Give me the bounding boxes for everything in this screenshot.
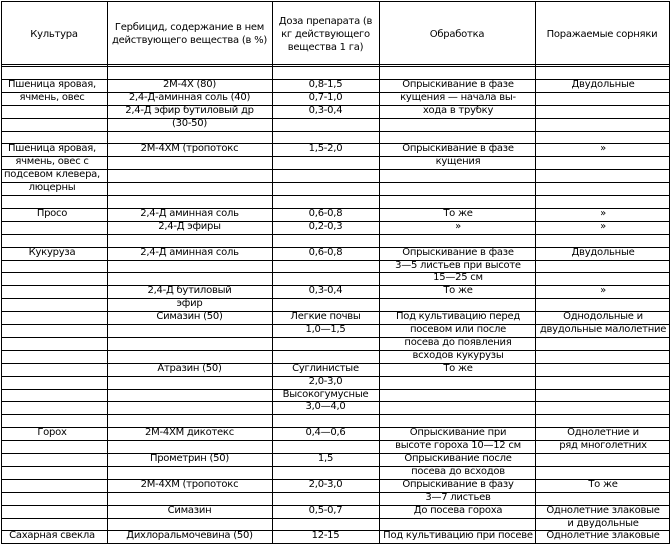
cell-crop: ячмень, овес	[19, 92, 85, 103]
cell-crop: подсевом клевера,	[4, 169, 100, 180]
cell-crop: Сахарная свекла	[9, 530, 95, 541]
cell-weeds: Однолетние и	[567, 427, 639, 438]
cell-dose: Суглинистые	[292, 363, 359, 374]
cell-dose: 1,5	[317, 453, 334, 464]
cell-dose: 12-15	[311, 530, 340, 541]
cell-weeds: »	[600, 208, 606, 219]
cell-herbicide: Дихлоральмочевина (50)	[126, 530, 253, 541]
cell-herbicide: 2,4-Д бутиловый	[147, 285, 232, 296]
row-line	[1, 272, 670, 273]
cell-dose: Легкие почвы	[290, 311, 361, 322]
cell-herbicide: 2,4-Д эфир бутиловый др	[125, 105, 254, 116]
cell-weeds: »	[600, 221, 606, 232]
cell-dose: 1,0—1,5	[305, 324, 346, 335]
header-weeds: Поражаемые сорняки	[546, 28, 658, 40]
row-line	[1, 414, 670, 415]
cell-herbicide: (30-50)	[171, 118, 208, 129]
cell-herbicide: 2М-4ХМ (тропотокс	[140, 479, 239, 490]
cell-treatment: высоте гороха 10—12 см	[395, 440, 521, 451]
header-herbicide: Гербицид, содержание в нем действующего вещества (в %)	[111, 22, 267, 46]
cell-weeds: Двудольные	[571, 247, 635, 258]
cell-treatment: кущения — начала вы-	[400, 92, 516, 103]
cell-treatment: Под культивацию перед	[395, 311, 521, 322]
cell-treatment: хода в трубку	[422, 105, 494, 116]
row-line	[1, 195, 670, 196]
cell-crop: ячмень, овес с	[15, 156, 89, 167]
cell-herbicide: 2М-4Х (80)	[162, 79, 217, 90]
cell-weeds: Однолетние злаковые	[546, 505, 660, 516]
cell-treatment: Опрыскивание в фазу	[402, 479, 514, 490]
cell-herbicide: 2,4-Д эфиры	[158, 221, 221, 232]
cell-herbicide: Прометрин (50)	[149, 453, 230, 464]
cell-weeds: ряд многолетних	[559, 440, 647, 451]
cell-treatment: 15—25 см	[433, 272, 483, 283]
table-border-top	[1, 1, 670, 2]
header-treatment: Обработка	[429, 28, 485, 40]
row-line	[1, 260, 670, 261]
cell-herbicide: Атразин (50)	[157, 363, 222, 374]
cell-weeds: Двудольные	[571, 79, 635, 90]
row-line	[1, 131, 670, 132]
cell-weeds: и двудольные	[567, 518, 639, 529]
cell-weeds: »	[600, 143, 606, 154]
cell-dose: 0,3-0,4	[308, 105, 343, 116]
cell-treatment: То же	[443, 285, 473, 296]
cell-treatment: Опрыскивание в фазе	[402, 79, 514, 90]
cell-herbicide: 2,4-Д аминная соль	[140, 247, 239, 258]
cell-herbicide: 2,4-Д-аминная соль (40)	[128, 92, 251, 103]
cell-treatment: Опрыскивание после	[404, 453, 512, 464]
cell-dose: 3,0—4,0	[305, 401, 346, 412]
cell-treatment: кущения	[435, 156, 481, 167]
header-divider	[1, 66, 670, 67]
cell-treatment: Опрыскивание в фазе	[402, 247, 514, 258]
cell-treatment: »	[455, 221, 461, 232]
row-line	[1, 118, 670, 119]
row-line	[1, 466, 670, 467]
cell-herbicide: 2,4-Д аминная соль	[140, 208, 239, 219]
cell-herbicide: 2М-4ХМ дикотекс	[145, 427, 234, 438]
cell-treatment: 3—7 листьев	[425, 492, 491, 503]
row-line	[1, 234, 670, 235]
row-line	[1, 543, 670, 544]
cell-herbicide: Симазин	[167, 505, 212, 516]
cell-crop: Просо	[36, 208, 68, 219]
header-crop: Культура	[30, 28, 78, 40]
cell-weeds: Однолетние злаковые	[546, 530, 660, 541]
cell-treatment: Опрыскивание в фазе	[402, 143, 514, 154]
cell-treatment: Опрыскивание при	[409, 427, 507, 438]
cell-herbicide: Симазин (50)	[156, 311, 223, 322]
cell-dose: 2,0-3,0	[308, 376, 343, 387]
cell-treatment: посевом или после	[409, 324, 507, 335]
row-line	[1, 298, 670, 299]
cell-treatment: Под культивацию при посеве	[383, 530, 533, 541]
cell-crop: Горох	[37, 427, 67, 438]
header-dose: Доза препарата (в кг действующего вещества 1 га)	[278, 15, 373, 53]
cell-dose: 0,4—0,6	[305, 427, 346, 438]
cell-treatment: всходов кукурузы	[412, 350, 504, 361]
cell-dose: 0,2-0,3	[308, 221, 343, 232]
cell-dose: 2,0-3,0	[308, 479, 343, 490]
cell-dose: 0,6-0,8	[308, 208, 343, 219]
cell-weeds: двудольные малолетние	[539, 324, 667, 335]
cell-crop: люцерны	[28, 182, 76, 193]
cell-dose: 0,7-1,0	[308, 92, 343, 103]
cell-weeds: То же	[588, 479, 618, 490]
cell-weeds: Однодольные и	[563, 311, 643, 322]
cell-treatment: То же	[443, 363, 473, 374]
cell-herbicide: эфир	[176, 298, 203, 309]
cell-treatment: То же	[443, 208, 473, 219]
cell-treatment: 3—5 листьев при высоте	[395, 260, 521, 271]
cell-dose: 0,6-0,8	[308, 247, 343, 258]
row-line	[1, 492, 670, 493]
cell-dose: 0,3-0,4	[308, 285, 343, 296]
cell-dose: 0,5-0,7	[308, 505, 343, 516]
cell-crop: Пшеница яровая,	[8, 143, 96, 154]
cell-dose: Высокогумусные	[282, 389, 369, 400]
row-line	[1, 350, 670, 351]
cell-crop: Кукуруза	[28, 247, 76, 258]
cell-treatment: посева до всходов	[411, 466, 505, 477]
cell-herbicide: 2М-4ХМ (тропотокс	[140, 143, 239, 154]
cell-treatment: До посева гороха	[413, 505, 503, 516]
cell-dose: 1,5-2,0	[308, 143, 343, 154]
header-divider	[1, 64, 670, 65]
row-line	[1, 337, 670, 338]
cell-crop: Пшеница яровая,	[8, 79, 96, 90]
cell-weeds: »	[600, 285, 606, 296]
cell-treatment: посева до появления	[404, 337, 512, 348]
cell-dose: 0,8-1,5	[308, 79, 343, 90]
